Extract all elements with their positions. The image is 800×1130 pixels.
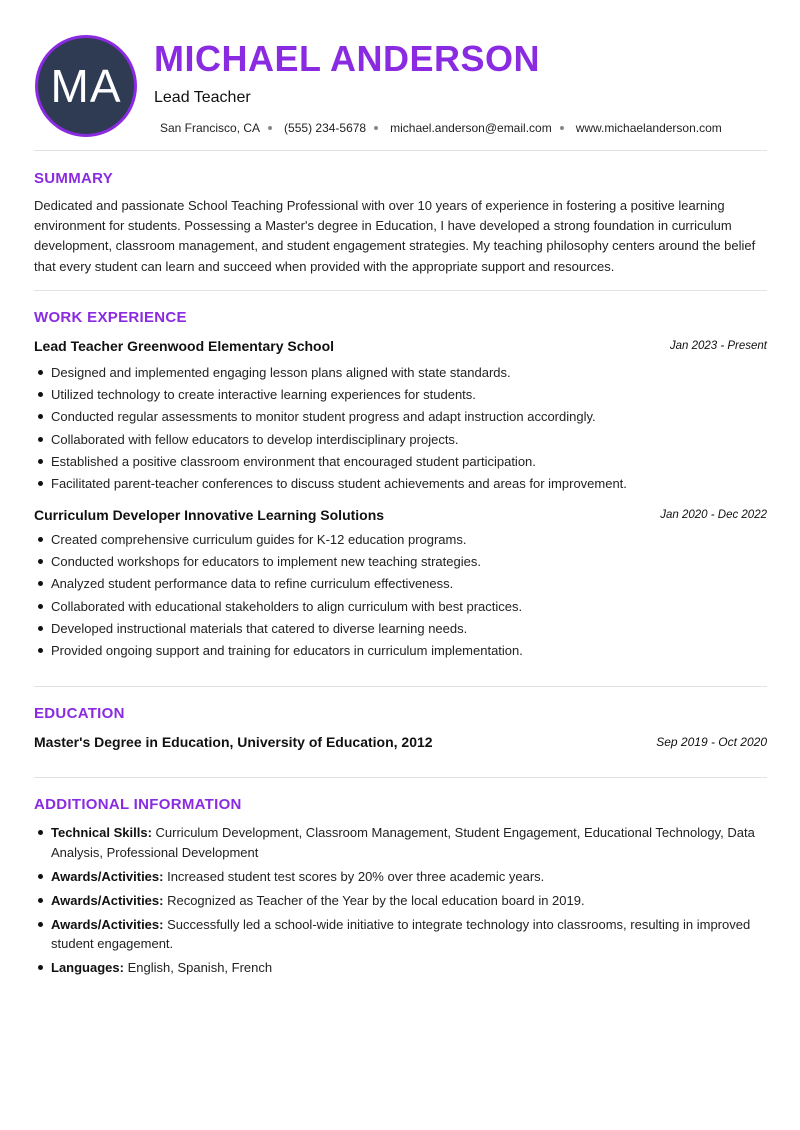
list-item: Conducted regular assessments to monitor student progress and adapt instruction accordingly. [34, 409, 767, 431]
item-text: Curriculum Development, Classroom Management, Student Engagement, Educational Technology, Data Analysis, Professional Development [51, 825, 755, 860]
section-divider [34, 686, 767, 687]
contact-email[interactable]: michael.anderson@email.com [390, 121, 552, 135]
item-text: English, Spanish, French [123, 960, 273, 975]
list-item: Conducted workshops for educators to implement new teaching strategies. [34, 554, 767, 576]
list-item: Facilitated parent-teacher conferences to discuss student achievements and areas for improvement. [34, 476, 767, 498]
summary-text: Dedicated and passionate School Teaching Professional with over 10 years of experience in fostering a positive learning environment for students. Possessing a Master's degree in Education, I have developed a strong foundation in curriculum development, classroom management, and student engagement strategies. My teaching philosophy centers around the belief that every student can learn and succeed when provided with the appropriate support and resources. [34, 198, 756, 274]
separator-dot [268, 126, 272, 130]
item-label: Awards/Activities: [51, 916, 164, 932]
list-item [34, 915, 769, 954]
item-label: Technical Skills: [51, 825, 152, 840]
job-dates: Jan 2023 - Present [669, 340, 767, 352]
item-text: Recognized as Teacher of the Year by the local education board in 2019. [163, 892, 585, 908]
list-item [34, 823, 769, 862]
item-text: Successfully led a school-wide initiative to integrate technology into classrooms, resulting in improved student engagement. [51, 916, 751, 951]
candidate-role: Lead Teacher [154, 89, 251, 106]
degree: Master's Degree in Education, University of Education, 2012 [34, 734, 433, 750]
list-item: Designed and implemented engaging lesson plans aligned with state standards. [34, 365, 767, 387]
contact-phone: (555) 234-5678 [284, 121, 367, 135]
list-item: Collaborated with fellow educators to develop interdisciplinary projects. [34, 432, 767, 454]
separator-dot [374, 126, 378, 130]
job-header-1 [34, 338, 767, 356]
avatar [35, 35, 137, 137]
summary-title: SUMMARY [34, 170, 114, 187]
item-text: Increased student test scores by 20% over three academic years. [163, 868, 545, 884]
section-divider [34, 777, 767, 778]
item-label: Languages: [51, 960, 124, 975]
list-item [34, 958, 769, 978]
separator-dot [560, 126, 564, 130]
list-item: Analyzed student performance data to refine curriculum effectiveness. [34, 576, 767, 598]
avatar-initials: MA [50, 60, 122, 112]
list-item: Developed instructional materials that catered to diverse learning needs. [34, 621, 767, 643]
contact-website[interactable]: www.michaelanderson.com [575, 121, 722, 135]
job-dates: Jan 2020 - Dec 2022 [660, 509, 767, 521]
education-entry [34, 734, 767, 752]
section-divider [34, 290, 767, 291]
candidate-name: MICHAEL ANDERSON [154, 38, 541, 79]
list-item: Utilized technology to create interactive learning experiences for students. [34, 387, 767, 409]
item-label: Awards/Activities: [51, 892, 164, 908]
education-title: EDUCATION [34, 705, 125, 722]
item-label: Awards/Activities: [51, 868, 164, 884]
section-divider [34, 150, 767, 151]
contact-bar [160, 121, 722, 135]
job-header-2 [34, 507, 767, 525]
list-item: Created comprehensive curriculum guides for K-12 education programs. [34, 532, 767, 554]
list-item [34, 891, 769, 911]
job-title: Lead Teacher Greenwood Elementary School [34, 338, 335, 354]
list-item: Established a positive classroom environment that encouraged student participation. [34, 454, 767, 476]
education-dates: Sep 2019 - Oct 2020 [656, 735, 767, 749]
additional-title: ADDITIONAL INFORMATION [34, 796, 242, 813]
contact-location: San Francisco, CA [160, 121, 261, 135]
job-title: Curriculum Developer Innovative Learning Solutions [34, 507, 385, 523]
list-item: Collaborated with educational stakeholders to align curriculum with best practices. [34, 599, 767, 621]
job-bullets-2 [34, 532, 767, 665]
additional-list [34, 823, 769, 982]
list-item [34, 867, 769, 887]
resume-header [0, 0, 800, 150]
job-bullets-1 [34, 365, 767, 498]
experience-title: WORK EXPERIENCE [34, 309, 187, 326]
list-item: Provided ongoing support and training for educators in curriculum implementation. [34, 643, 767, 665]
